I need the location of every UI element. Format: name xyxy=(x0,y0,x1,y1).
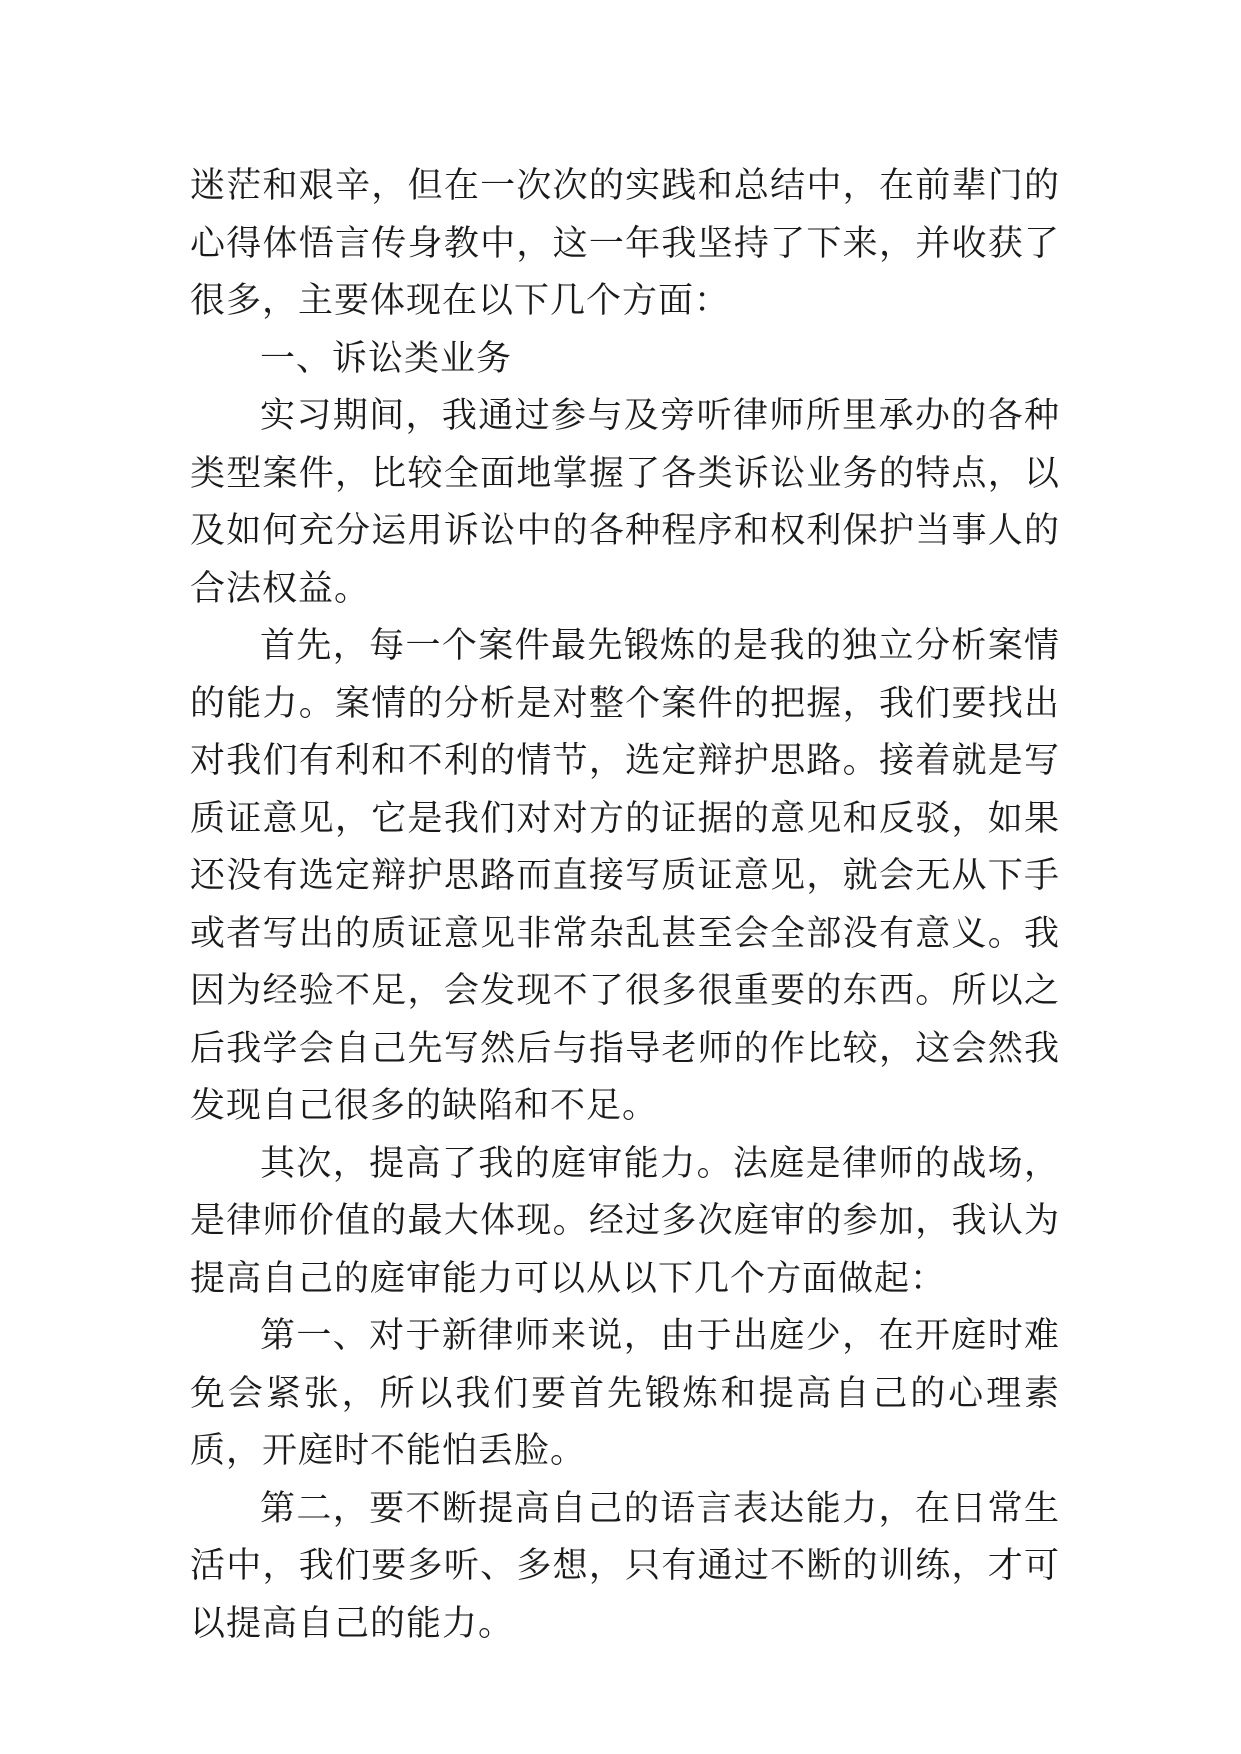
paragraph-point-two: 第二，要不断提高自己的语言表达能力，在日常生活中，我们要多听、多想，只有通过不断的训练，才可以提高自己的能力。 xyxy=(190,1488,1060,1644)
paragraph-continuation: 迷茫和艰辛，但在一次次的实践和总结中，在前辈门的心得体悟言传身教中，这一年我坚持了下来，并收获了很多，主要体现在以下几个方面： xyxy=(190,166,1060,321)
paragraph-first-analysis: 首先，每一个案件最先锻炼的是我的独立分析案情的能力。案情的分析是对整个案件的把握，我们要找出对我们有利和不利的情节，选定辩护思路。接着就是写质证意见，它是我们对对方的证据的意见和反驳，如果还没有选定辩护思路而直接写质证意见，就会无从下手或者写出的质证意见非常杂乱甚至会全部没有意义。我因为经验不足，会发现不了很多很重要的东西。所以之后我学会自己先写然后与指导老师的作比较，这会然我发现自己很多的缺陷和不足。 xyxy=(190,626,1060,1126)
paragraph-internship: 实习期间，我通过参与及旁听律师所里承办的各种类型案件，比较全面地掌握了各类诉讼业务的特点，以及如何充分运用诉讼中的各种程序和权利保护当事人的合法权益。 xyxy=(190,396,1060,609)
paragraph-point-one: 第一、对于新律师来说，由于出庭少，在开庭时难免会紧张，所以我们要首先锻炼和提高自己的心理素质，开庭时不能怕丢脸。 xyxy=(190,1316,1060,1471)
paragraph-second-trial: 其次，提高了我的庭审能力。法庭是律师的战场，是律师价值的最大体现。经过多次庭审的参加，我认为提高自己的庭审能力可以从以下几个方面做起： xyxy=(190,1143,1060,1299)
document-body xyxy=(190,158,1060,1653)
section-heading-litigation: 一、诉讼类业务 xyxy=(260,338,513,379)
